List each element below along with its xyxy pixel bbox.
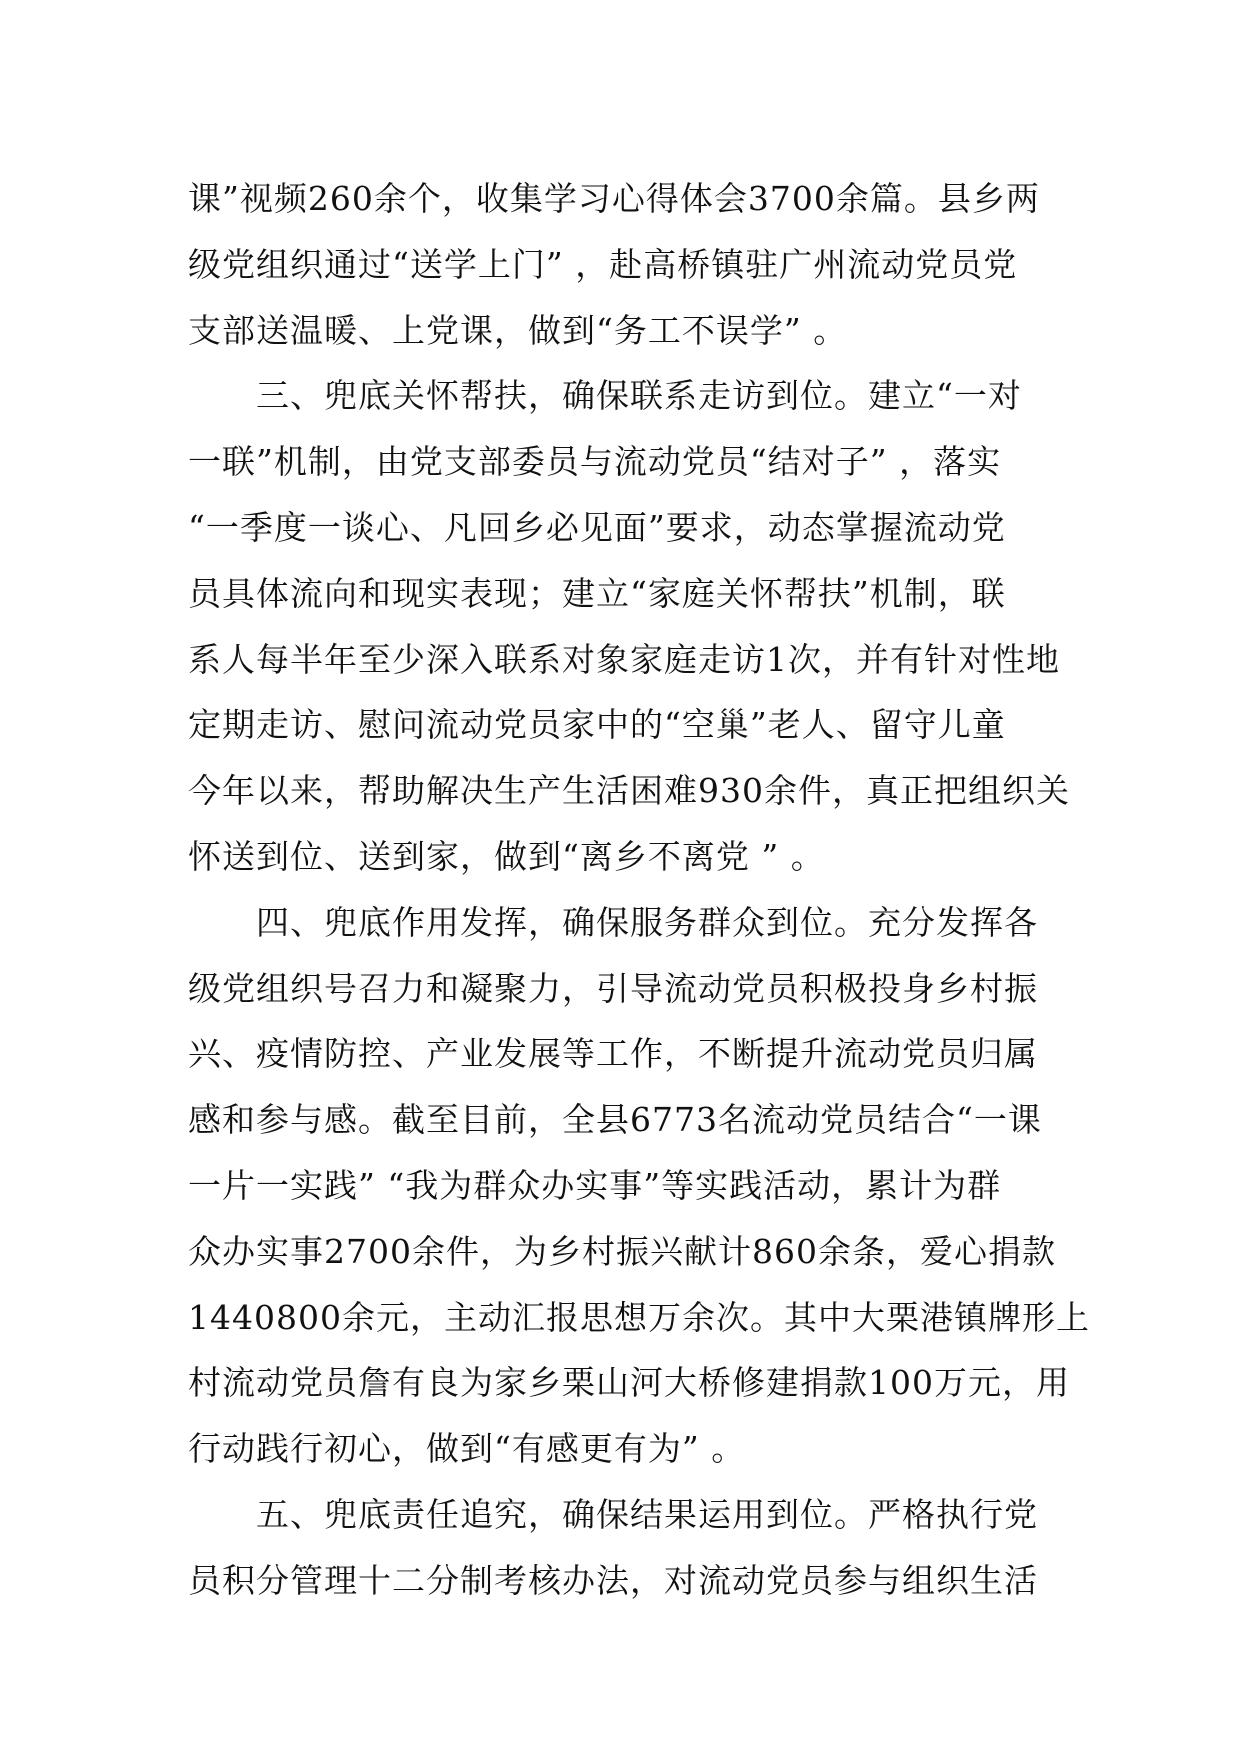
paragraph-heading-line: 三、兜底关怀帮扶，确保联系走访到位。建立“一对 bbox=[188, 376, 1022, 416]
text-line: 级党组织号召力和凝聚力，引导流动党员积极投身乡村振 bbox=[188, 968, 1038, 1008]
body-text bbox=[188, 166, 1090, 1614]
text-line: 级党组织通过“送学上门” ，赴高桥镇驻广州流动党员党 bbox=[188, 244, 1018, 284]
text-line: 村流动党员詹有良为家乡栗山河大桥修建捐款100万元，用 bbox=[188, 1363, 1070, 1403]
paragraph-heading-line: 五、兜底责任追究，确保结果运用到位。严格执行党 bbox=[188, 1494, 1038, 1534]
text-line: 众办实事2700余件，为乡村振兴献计860余条，爱心捐款 bbox=[188, 1231, 1056, 1271]
text-line: 1440800余元，主动汇报思想万余次。其中大栗港镇牌形上 bbox=[188, 1297, 1090, 1337]
text-line: 员具体流向和现实表现；建立“家庭关怀帮扶”机制，联 bbox=[188, 573, 1006, 613]
text-line: 怀送到位、送到家，做到“离乡不离党 ” 。 bbox=[188, 836, 825, 876]
text-line: 系人每半年至少深入联系对象家庭走访1次，并有针对性地 bbox=[188, 639, 1060, 679]
text-line: 一联”机制，由党支部委员与流动党员“结对子” ，落实 bbox=[188, 442, 1002, 482]
paragraph-heading-line: 四、兜底作用发挥，确保服务群众到位。充分发挥各 bbox=[188, 902, 1038, 942]
text-line: 定期走访、慰问流动党员家中的“空巢”老人、留守儿童 bbox=[188, 705, 1006, 745]
text-line: 一片一实践” “我为群众办实事”等实践活动，累计为群 bbox=[188, 1165, 1002, 1205]
text-line: 课”视频260余个，收集学习心得体会3700余篇。县乡两 bbox=[188, 179, 1040, 218]
text-line: 感和参与感。截至目前，全县6773名流动党员结合“一课 bbox=[188, 1100, 1042, 1140]
text-line: 兴、疫情防控、产业发展等工作，不断提升流动党员归属 bbox=[188, 1034, 1038, 1074]
text-line: “一季度一谈心、凡回乡必见面”要求，动态掌握流动党 bbox=[188, 507, 1006, 547]
text-line: 行动践行初心，做到“有感更有为” 。 bbox=[188, 1429, 746, 1469]
text-line: 员积分管理十二分制考核办法，对流动党员参与组织生活 bbox=[188, 1560, 1038, 1600]
text-line: 支部送温暖、上党课，做到“务工不误学” 。 bbox=[188, 310, 848, 350]
text-line: 今年以来，帮助解决生产生活困难930余件，真正把组织关 bbox=[188, 771, 1070, 811]
